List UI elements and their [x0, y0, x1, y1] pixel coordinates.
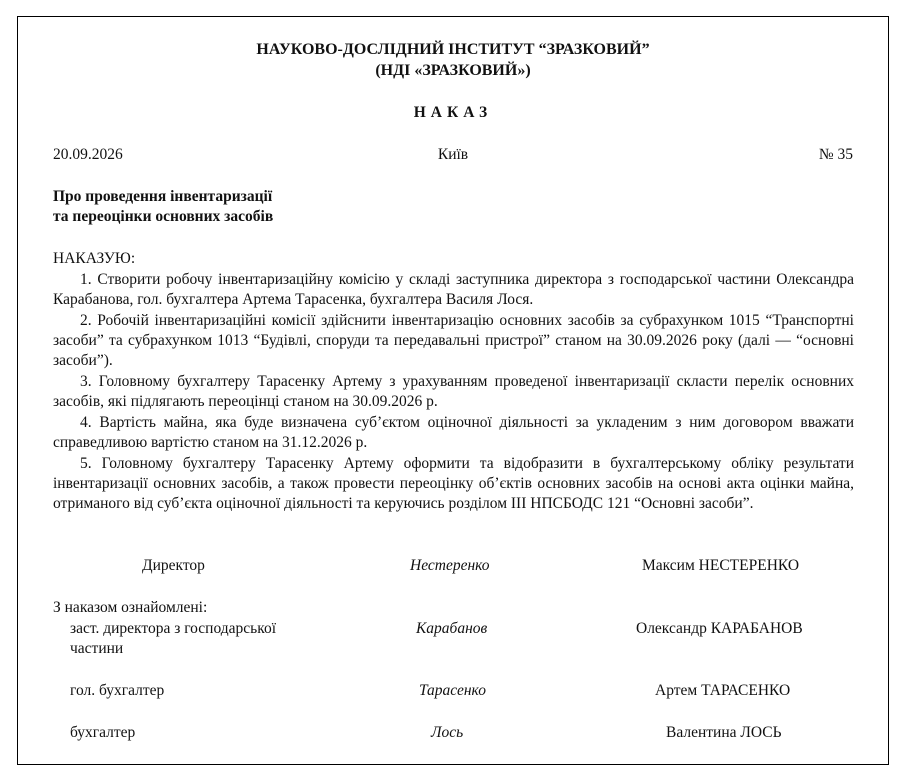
- order-item-1: 1. Створити робочу інвентаризаційну комісію у складі заступника директора з господарської частини Олександра Карабанова, гол. бухгалтера Артема Тарасенка, бухгалтера Василя Лося.: [53, 271, 854, 308]
- order-item-5: 5. Головному бухгалтеру Тарасенку Артему оформити та відобразити в бухгалтерському обліку результати інвентаризації основних засобів, а також провести переоцінку об’єктів основних засобів на основі акта оцінки майна, отриманого від суб’єкта оціночної діяльності та керуючись розділом ІІІ НПСБОДС 121 “Основні засоби”.: [53, 455, 854, 512]
- director-position: Директор: [142, 557, 205, 574]
- order-date: 20.09.2026: [53, 146, 123, 163]
- org-name: НАУКОВО-ДОСЛІДНИЙ ІНСТИТУТ “ЗРАЗКОВИЙ”: [256, 41, 650, 58]
- person-1-position-line-1: заст. директора з господарської: [70, 620, 277, 637]
- person-3-position: бухгалтер: [70, 724, 136, 741]
- person-1-signature: Карабанов: [416, 620, 488, 637]
- order-number: № 35: [818, 146, 853, 163]
- order-item-4: 4. Вартість майна, яка буде визначена суб’єктом оціночної діяльності за укладеним з ним договором вважати справедливою вартістю станом на 31.12.2026 р.: [53, 414, 854, 451]
- director-signature: Нестеренко: [410, 557, 490, 574]
- person-2-name: Артем ТАРАСЕНКО: [655, 682, 791, 699]
- org-short-name: (НДІ «ЗРАЗКОВИЙ»): [375, 62, 531, 79]
- person-1-name: Олександр КАРАБАНОВ: [636, 620, 803, 637]
- subject-line-1: Про проведення інвентаризації: [53, 188, 273, 205]
- order-item-3: 3. Головному бухгалтеру Тарасенку Артему з урахуванням проведеної інвентаризації скласти перелік основних засобів, які підлягають переоцінці станом на 30.09.2026 р.: [53, 373, 854, 410]
- person-1-position-line-2: частини: [70, 640, 124, 657]
- person-3-name: Валентина ЛОСЬ: [666, 724, 782, 741]
- document-type: НАКАЗ: [413, 104, 493, 121]
- document-page: [17, 16, 889, 765]
- order-item-2: 2. Робочій інвентаризаційні комісії здійснити інвентаризацію основних засобів за субрахунком 1015 “Транспортні засоби” та субрахунком 1013 “Будівлі, споруди та передавальні пристрої” станом на 30.09.2026 року (далі — “основні засоби”).: [53, 312, 854, 369]
- person-2-position: гол. бухгалтер: [70, 682, 165, 699]
- order-intro: НАКАЗУЮ:: [53, 250, 136, 267]
- order-city: Київ: [437, 146, 469, 163]
- subject-line-2: та переоцінки основних засобів: [53, 208, 274, 225]
- acquainted-title: З наказом ознайомлені:: [53, 599, 208, 616]
- person-3-signature: Лось: [431, 724, 464, 741]
- director-name: Максим НЕСТЕРЕНКО: [642, 557, 800, 574]
- person-2-signature: Тарасенко: [419, 682, 486, 699]
